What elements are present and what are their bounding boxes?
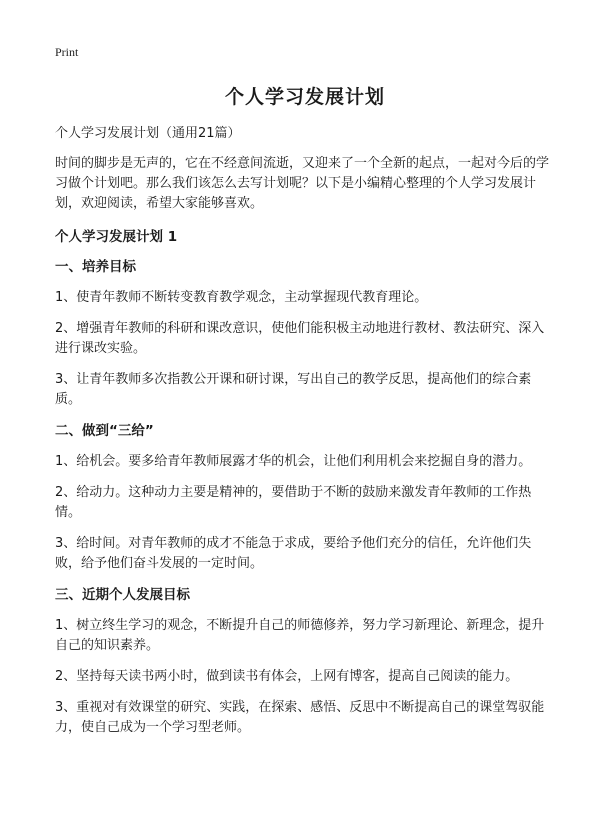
- document-page: [55, 44, 555, 749]
- page-title: 个人学习发展计划: [224, 86, 385, 108]
- plan-heading: 个人学习发展计划 1: [55, 229, 178, 245]
- list-item: 3、让青年教师多次指教公开课和研讨课，写出自己的教学反思，提高他们的综合素质。: [55, 372, 532, 407]
- list-item: 2、增强青年教师的科研和课改意识，使他们能积极主动地进行教材、教法研究、深入进行课改实验。: [55, 321, 545, 356]
- list-item: 1、使青年教师不断转变教育教学观念，主动掌握现代教育理论。: [55, 290, 428, 305]
- print-label: Print: [55, 45, 79, 59]
- section-heading-three-gives: 二、做到“三给”: [55, 423, 154, 439]
- list-item: 3、重视对有效课堂的研究、实践，在探索、感悟、反思中不断提高自己的课堂驾驭能力，使自己成为一个学习型老师。: [55, 700, 545, 735]
- list-item: 2、给动力。这种动力主要是精神的，要借助于不断的鼓励来激发青年教师的工作热情。: [55, 485, 532, 520]
- section-heading-goals: 一、培养目标: [55, 259, 136, 275]
- list-item: 1、给机会。要多给青年教师展露才华的机会，让他们利用机会来挖掘自身的潜力。: [55, 454, 532, 469]
- document-subtitle: 个人学习发展计划（通用21篇）: [55, 126, 241, 141]
- section-heading-personal-goals: 三、近期个人发展目标: [55, 587, 190, 603]
- intro-paragraph: 时间的脚步是无声的，它在不经意间流逝，又迎来了一个全新的起点，一起对今后的学习做个计划吧。那么我们该怎么去写计划呢？以下是小编精心整理的个人学习发展计划，欢迎阅读，希望大家能够喜欢。: [55, 156, 550, 211]
- list-item: 1、树立终生学习的观念，不断提升自己的师德修养，努力学习新理论、新理念，提升自己的知识素养。: [55, 618, 545, 653]
- list-item: 3、给时间。对青年教师的成才不能急于求成，要给予他们充分的信任，允许他们失败，给予他们奋斗发展的一定时间。: [55, 536, 532, 571]
- list-item: 2、坚持每天读书两小时，做到读书有体会，上网有博客，提高自己阅读的能力。: [55, 669, 519, 684]
